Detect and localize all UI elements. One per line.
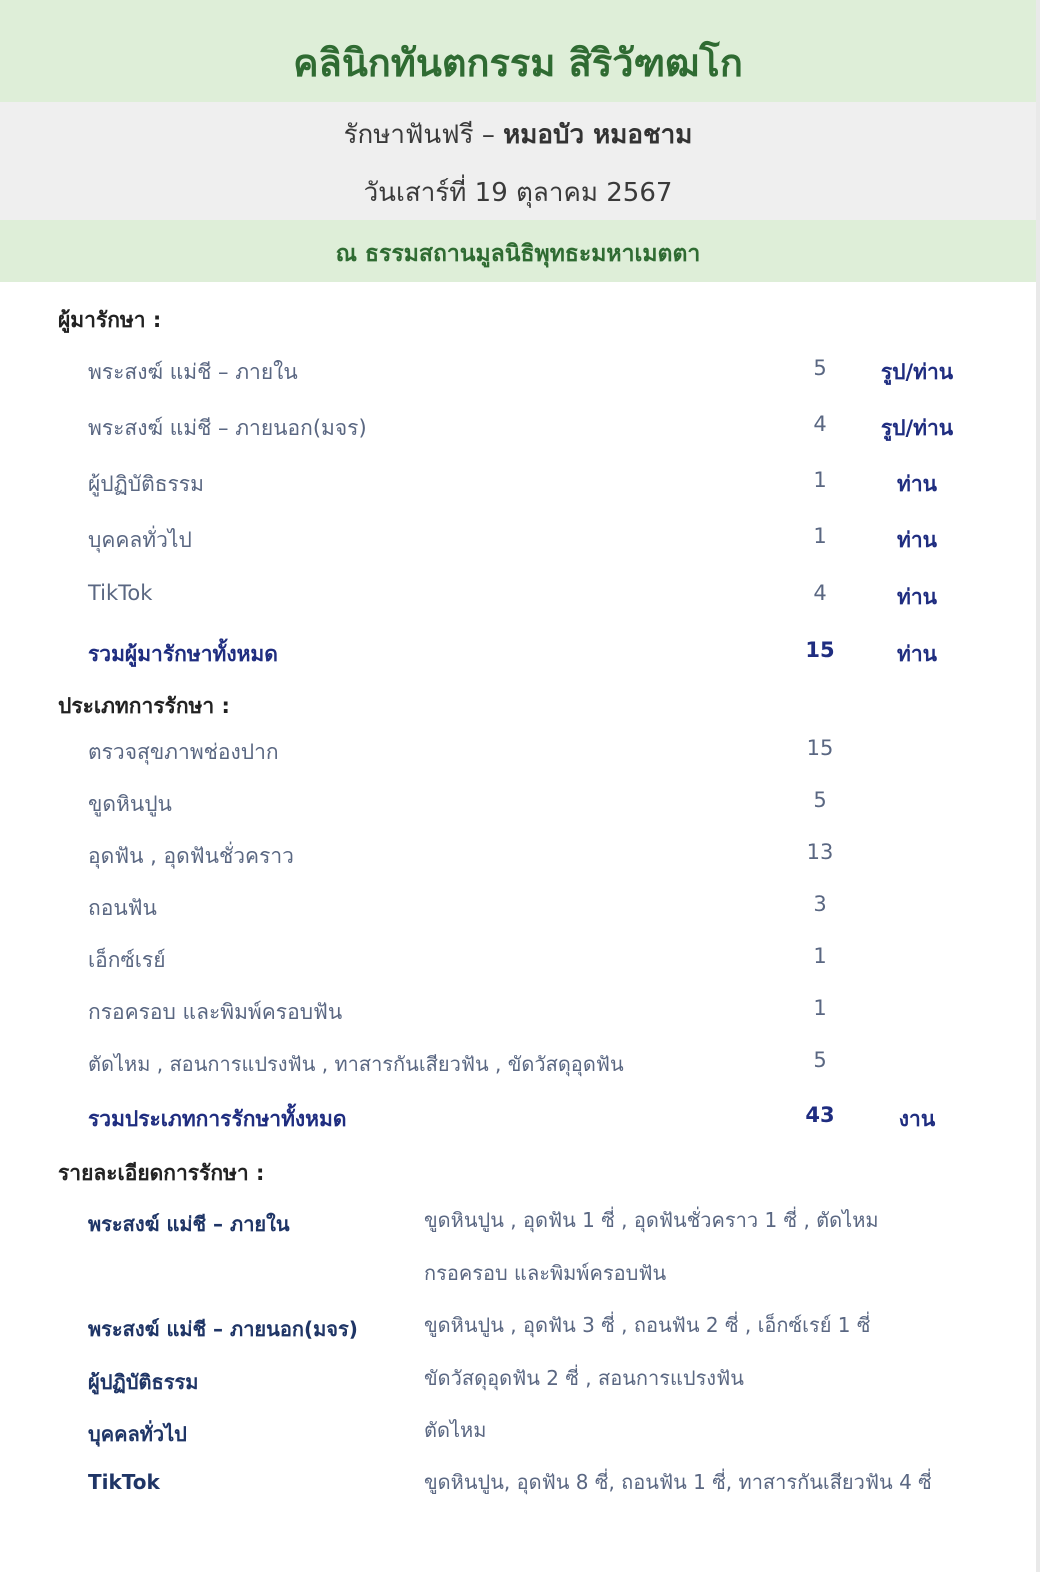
patients-total-unit: ท่าน [897, 642, 937, 666]
treatment-label: ขูดหินปูน [88, 792, 172, 816]
treatment-count: 3 [813, 892, 827, 916]
patient-row [0, 468, 1036, 508]
treatment-label: กรอครอบ และพิมพ์ครอบฟัน [88, 1000, 343, 1024]
detail-text [424, 1404, 984, 1457]
detail-text [424, 1194, 984, 1300]
patient-label: TikTok [88, 581, 153, 605]
detail-line: ขูดหินปูน , อุดฟัน 3 ซี่ , ถอนฟัน 2 ซี่ , เอ็กซ์เรย์ 1 ซี่ [424, 1313, 871, 1337]
treatment-row [0, 788, 1036, 828]
detail-label: พระสงฆ์ แม่ชี – ภายนอก(มจร) [88, 1317, 358, 1341]
treatments-total-unit: งาน [898, 1107, 936, 1131]
detail-line: กรอครอบ และพิมพ์ครอบฟัน [424, 1261, 667, 1285]
detail-line: ขูดหินปูน, อุดฟัน 8 ซี่, ถอนฟัน 1 ซี่, ทาสารกันเสียวฟัน 4 ซี่ [424, 1470, 932, 1494]
patient-row [0, 524, 1036, 564]
patients-heading: ผู้มารักษา : [58, 308, 162, 332]
location: ณ ธรรมสถานมูลนิธิพุทธะมหาเมตตา [335, 241, 701, 267]
details-heading: รายละเอียดการรักษา : [58, 1161, 265, 1185]
treatment-label: ตัดไหม , สอนการแปรงฟัน , ทาสารกันเสียวฟัน , ขัดวัสดุอุดฟัน [88, 1052, 624, 1076]
detail-label: TikTok [88, 1470, 160, 1494]
patient-unit: รูป/ท่าน [880, 360, 954, 384]
detail-label: พระสงฆ์ แม่ชี – ภายใน [88, 1212, 290, 1236]
treatment-row [0, 840, 1036, 880]
patient-count: 4 [813, 412, 827, 436]
patient-count: 1 [813, 524, 827, 548]
detail-label: บุคคลทั่วไป [88, 1422, 187, 1446]
treatments-heading: ประเภทการรักษา : [58, 694, 230, 718]
patient-unit: ท่าน [897, 585, 937, 609]
patients-total-label: รวมผู้มารักษาทั้งหมด [88, 642, 278, 666]
patient-unit: ท่าน [897, 528, 937, 552]
treatment-count: 13 [806, 840, 834, 864]
treatment-row [0, 944, 1036, 984]
treatments-total-row [0, 1103, 1036, 1143]
patient-count: 1 [813, 468, 827, 492]
patient-count: 5 [813, 356, 827, 380]
detail-text [424, 1352, 984, 1405]
page-edge [1036, 0, 1040, 1572]
detail-line: ตัดไหม [424, 1418, 487, 1442]
service-prefix: รักษาฟันฟรี – [343, 120, 504, 150]
patient-label: พระสงฆ์ แม่ชี – ภายนอก(มจร) [88, 416, 367, 440]
treatment-label: เอ็กซ์เรย์ [88, 948, 166, 972]
treatment-count: 15 [806, 736, 834, 760]
treatment-label: อุดฟัน , อุดฟันชั่วคราว [88, 844, 294, 868]
patient-row [0, 412, 1036, 452]
clinic-title: คลินิกทันตกรรม สิริวัฑฒโก [293, 41, 743, 85]
patient-label: บุคคลทั่วไป [88, 528, 192, 552]
patients-total-row [0, 638, 1036, 678]
treatments-total-label: รวมประเภทการรักษาทั้งหมด [88, 1107, 347, 1131]
treatment-label: ถอนฟัน [88, 896, 157, 920]
treatment-count: 1 [813, 996, 827, 1020]
treatment-row [0, 1048, 1036, 1088]
detail-text [424, 1299, 984, 1352]
detail-label: ผู้ปฏิบัติธรรม [88, 1370, 199, 1394]
service-date: วันเสาร์ที่ 19 ตุลาคม 2567 [363, 178, 673, 208]
doctor-names: หมอบัว หมอชาม [503, 120, 693, 150]
detail-text [424, 1456, 984, 1509]
treatment-row [0, 996, 1036, 1036]
patient-unit: รูป/ท่าน [880, 416, 954, 440]
patient-label: พระสงฆ์ แม่ชี – ภายใน [88, 360, 298, 384]
treatment-count: 5 [813, 1048, 827, 1072]
patient-row [0, 581, 1036, 621]
patient-count: 4 [813, 581, 827, 605]
treatment-label: ตรวจสุขภาพช่องปาก [88, 740, 279, 764]
treatment-count: 5 [813, 788, 827, 812]
patient-row [0, 356, 1036, 396]
service-line [0, 114, 1036, 155]
detail-line: ขัดวัสดุอุดฟัน 2 ซี่ , สอนการแปรงฟัน [424, 1366, 744, 1390]
detail-line: ขูดหินปูน , อุดฟัน 1 ซี่ , อุดฟันชั่วคราว 1 ซี่ , ตัดไหม [424, 1208, 879, 1232]
patient-label: ผู้ปฏิบัติธรรม [88, 472, 204, 496]
treatment-count: 1 [813, 944, 827, 968]
patients-total-count: 15 [805, 638, 835, 662]
treatments-total-count: 43 [805, 1103, 835, 1127]
treatment-row [0, 736, 1036, 776]
treatment-row [0, 892, 1036, 932]
patient-unit: ท่าน [897, 472, 937, 496]
